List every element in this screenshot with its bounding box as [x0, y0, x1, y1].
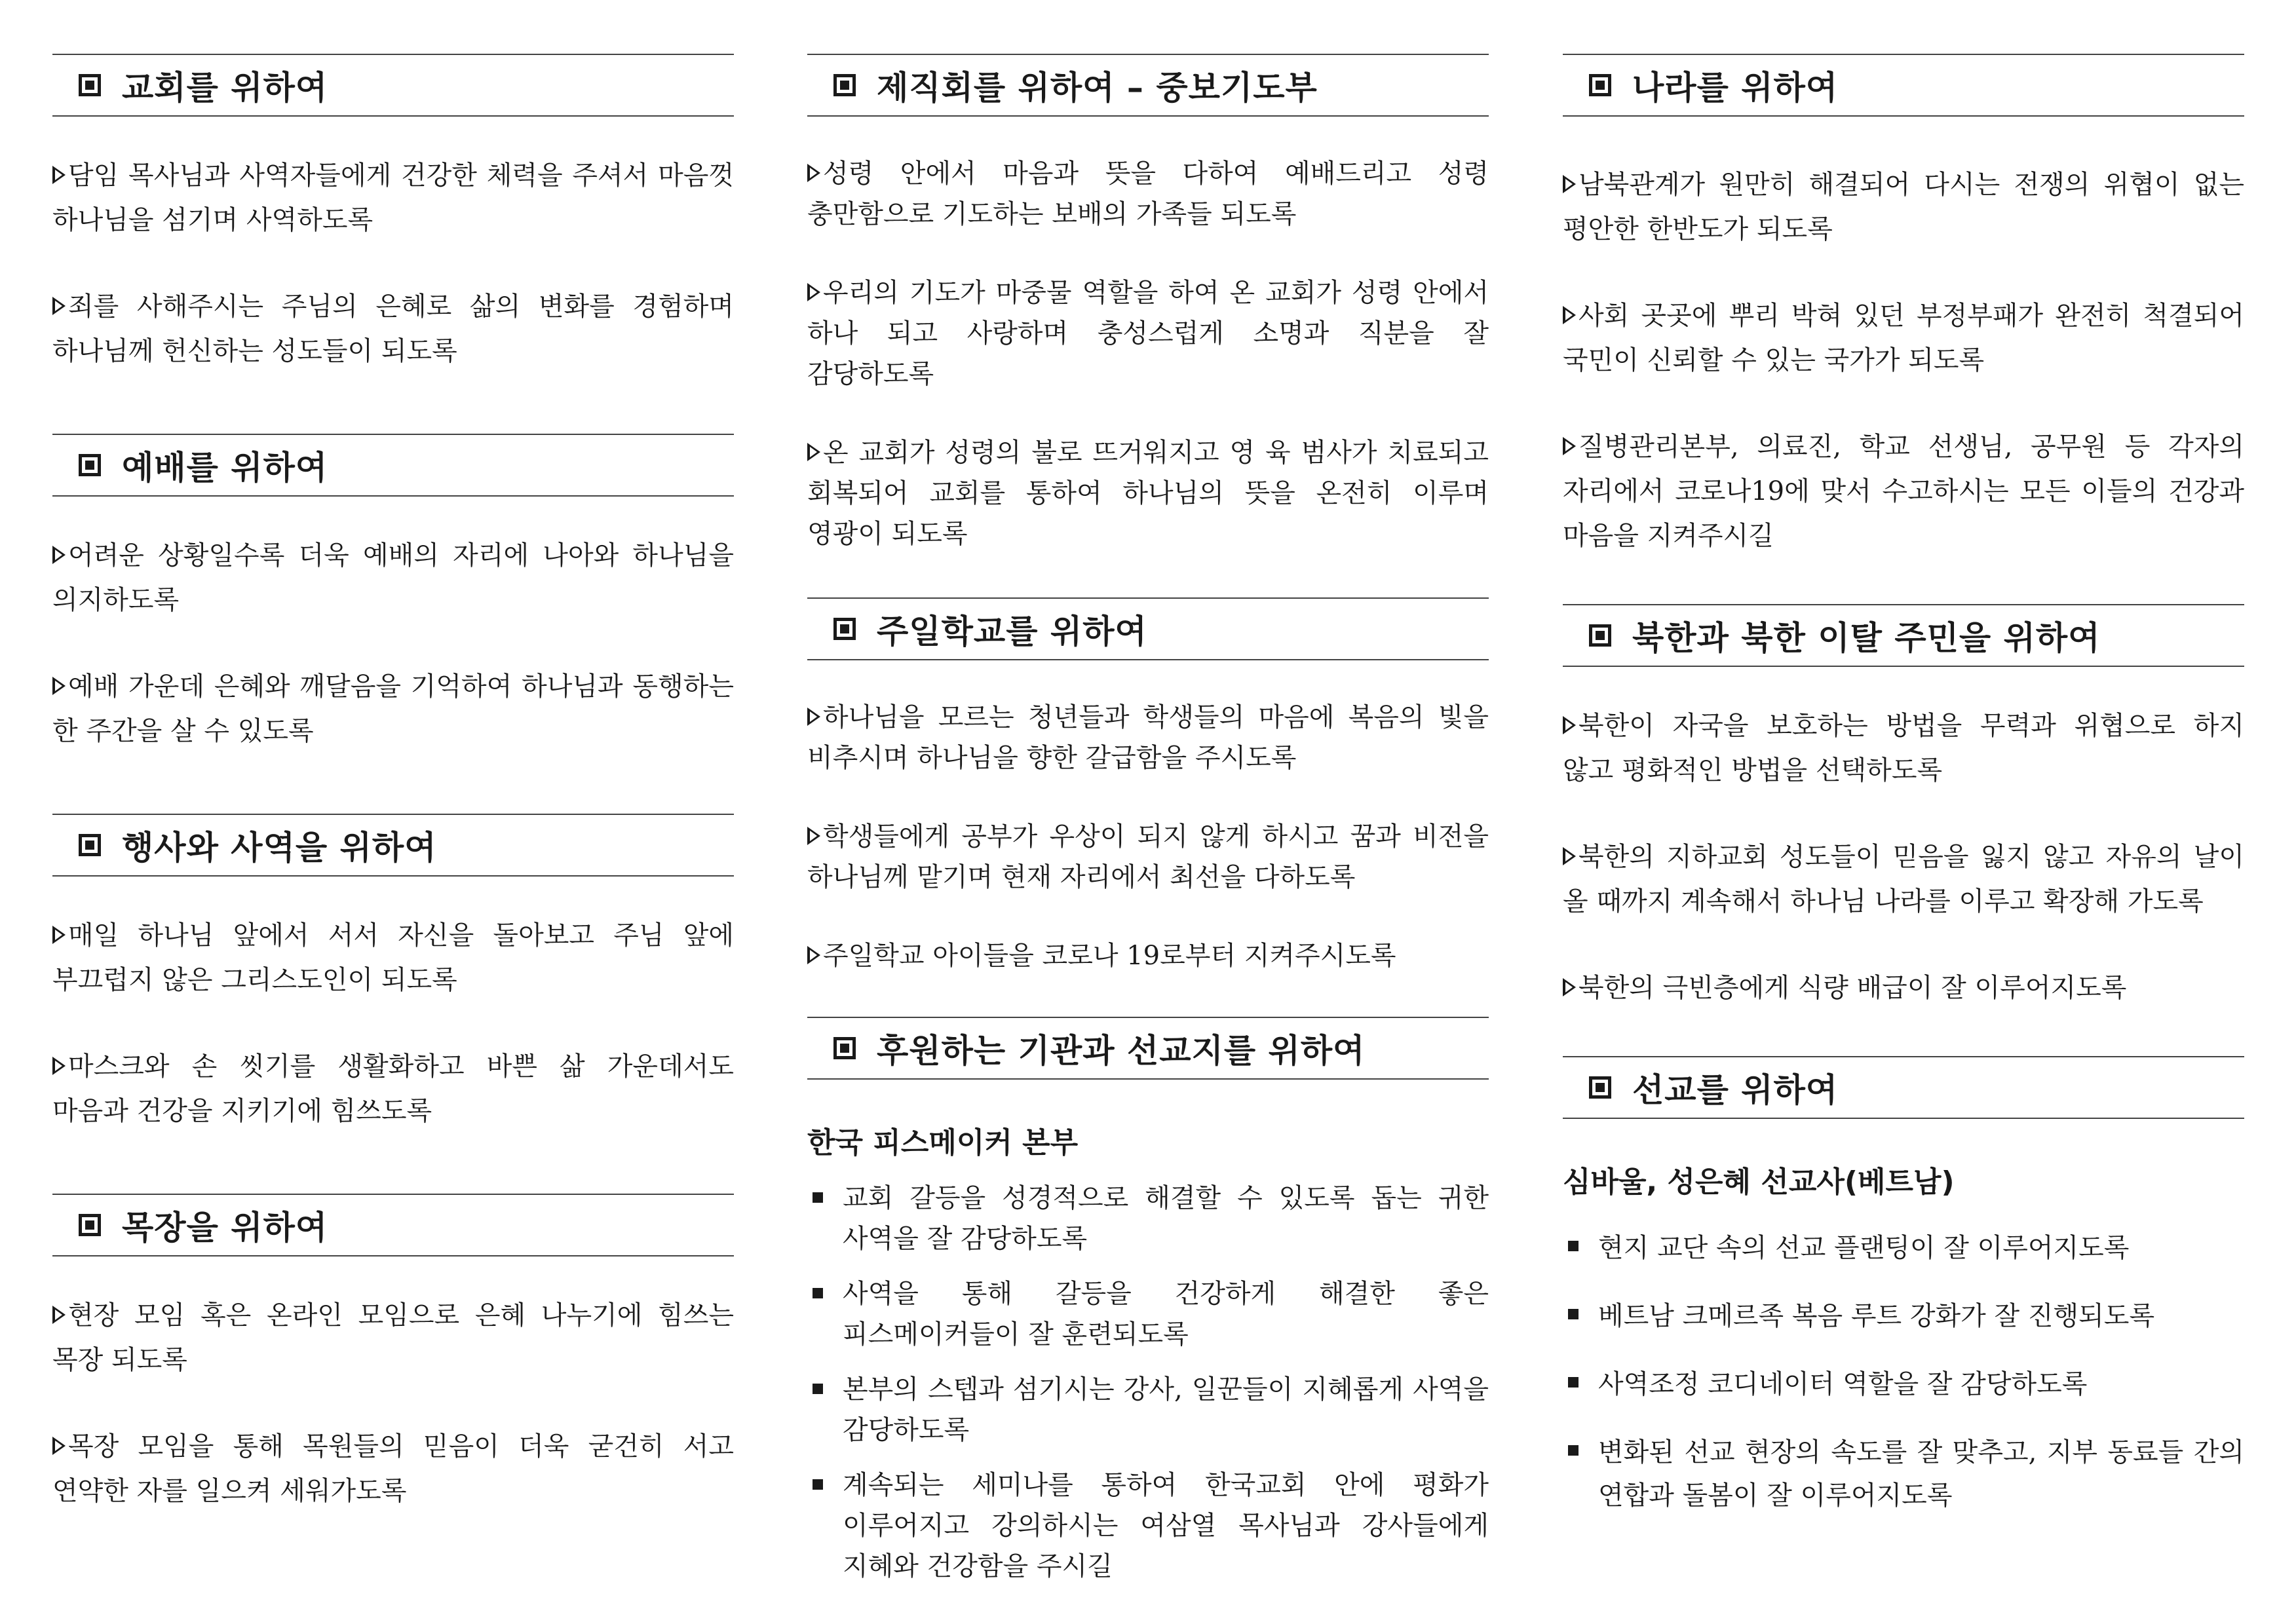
triangle-bullet-icon [52, 297, 66, 315]
triangle-bullet-icon [52, 1437, 66, 1455]
square-bullet-icon [813, 1288, 823, 1298]
section-heading [807, 54, 1489, 117]
triangle-bullet-icon [52, 166, 66, 184]
square-bullet-icon [1589, 1076, 1611, 1099]
triangle-bullet-icon [52, 926, 66, 944]
section-title: 나라를 위하여 [1632, 69, 1839, 107]
triangle-bullet-icon [807, 164, 820, 182]
prayer-bullet: 현지 교단 속의 선교 플랜팅이 잘 이루어지도록 [1563, 1226, 2244, 1270]
prayer-item: 현장 모임 혹은 온라인 모임으로 은혜 나누기에 힘쓰는 목장 되도록 [52, 1300, 734, 1375]
prayer-bullet: 사역조정 코디네이터 역할을 잘 감당하도록 [1563, 1363, 2244, 1406]
prayer-bullet-list [1563, 1226, 2244, 1517]
prayer-item: 하나님을 모르는 청년들과 학생들의 마음에 복음의 빛을 비추시며 하나님을 향한 갈급함을 주시도록 [807, 702, 1489, 773]
prayer-item: 성령 안에서 마음과 뜻을 다하여 예배드리고 성령 충만함으로 기도하는 보배의 가족들 되도록 [807, 159, 1489, 229]
square-bullet-icon [1568, 1377, 1578, 1388]
missionary-names: 심바울, 성은혜 선교사(베트남) [1563, 1165, 1955, 1199]
square-bullet-icon [833, 618, 856, 640]
prayer-bullet: 교회 갈등을 성경적으로 해결할 수 있도록 돕는 귀한 사역을 잘 감당하도록 [807, 1178, 1489, 1259]
prayer-item: 온 교회가 성령의 불로 뜨거워지고 영 육 범사가 치료되고 회복되어 교회를 통하여 하나님의 뜻을 온전히 이루며 영광이 되도록 [807, 438, 1489, 549]
triangle-bullet-icon [52, 546, 66, 564]
triangle-bullet-icon [807, 827, 820, 845]
square-bullet-icon [1589, 624, 1611, 647]
prayer-bullet: 사역을 통해 갈등을 건강하게 해결한 좋은 피스메이커들이 잘 훈련되도록 [807, 1274, 1489, 1355]
triangle-bullet-icon [1563, 306, 1576, 324]
column-2 [807, 39, 1489, 1601]
square-bullet-icon [1568, 1445, 1578, 1456]
section-title: 선교를 위하여 [1632, 1071, 1839, 1109]
column-3 [1563, 39, 2244, 1542]
organization-name: 한국 피스메이커 본부 [807, 1126, 1079, 1160]
prayer-item: 질병관리본부, 의료진, 학교 선생님, 공무원 등 각자의 자리에서 코로나19에 맞서 수고하시는 모든 이들의 건강과 마음을 지켜주시길 [1563, 432, 2244, 551]
section-title: 행사와 사역을 위하여 [122, 829, 437, 867]
prayer-item: 사회 곳곳에 뿌리 박혀 있던 부정부패가 완전히 척결되어 국민이 신뢰할 수 있는 국가가 되도록 [1563, 301, 2244, 375]
section-title: 목장을 위하여 [122, 1209, 328, 1247]
square-bullet-icon [79, 1214, 101, 1236]
section-heading [52, 434, 734, 497]
section-heading [807, 1017, 1489, 1080]
square-bullet-icon [813, 1479, 823, 1490]
section-heading [52, 54, 734, 117]
section-title: 제직회를 위하여 – 중보기도부 [877, 69, 1318, 107]
prayer-item: 예배 가운데 은혜와 깨달음을 기억하여 하나님과 동행하는 한 주간을 살 수 있도록 [52, 671, 734, 746]
section-title: 후원하는 기관과 선교지를 위하여 [877, 1032, 1366, 1070]
prayer-item: 담임 목사님과 사역자들에게 건강한 체력을 주셔서 마음껏 하나님을 섬기며 사역하도록 [52, 161, 734, 235]
prayer-bullet-list [807, 1178, 1489, 1587]
prayer-item: 북한의 극빈층에게 식량 배급이 잘 이루어지도록 [1563, 966, 2244, 1010]
triangle-bullet-icon [1563, 978, 1576, 996]
square-bullet-icon [79, 454, 101, 476]
column-1 [52, 39, 734, 1513]
triangle-bullet-icon [52, 1306, 66, 1324]
triangle-bullet-icon [52, 1057, 66, 1075]
square-bullet-icon [833, 1037, 856, 1059]
section-heading [807, 597, 1489, 660]
prayer-item: 북한이 자국을 보호하는 방법을 무력과 위협으로 하지 않고 평화적인 방법을 선택하도록 [1563, 711, 2244, 785]
prayer-item: 죄를 사해주시는 주님의 은혜로 삶의 변화를 경험하며 하나님께 헌신하는 성도들이 되도록 [52, 292, 734, 366]
section-heading [52, 1194, 734, 1256]
triangle-bullet-icon [807, 946, 820, 964]
square-bullet-icon [79, 834, 101, 856]
prayer-item: 주일학교 아이들을 코로나 19로부터 지켜주시도록 [807, 935, 1489, 976]
triangle-bullet-icon [52, 677, 66, 695]
triangle-bullet-icon [1563, 847, 1576, 865]
triangle-bullet-icon [1563, 437, 1576, 455]
triangle-bullet-icon [1563, 716, 1576, 734]
triangle-bullet-icon [807, 443, 820, 461]
prayer-list [1563, 704, 2244, 1010]
prayer-bullet: 본부의 스텝과 섬기시는 강사, 일꾼들이 지혜롭게 사역을 감당하도록 [807, 1369, 1489, 1450]
square-bullet-icon [833, 74, 856, 96]
prayer-list [1563, 162, 2244, 558]
square-bullet-icon [813, 1384, 823, 1394]
section-heading [1563, 1056, 2244, 1119]
prayer-item: 마스크와 손 씻기를 생활화하고 바쁜 삶 가운데서도 마음과 건강을 지키기에 힘쓰도록 [52, 1051, 734, 1126]
triangle-bullet-icon [807, 708, 820, 726]
square-bullet-icon [1568, 1309, 1578, 1319]
prayer-list [52, 533, 734, 753]
prayer-list [52, 913, 734, 1133]
section-title: 북한과 북한 이탈 주민을 위하여 [1632, 619, 2101, 657]
prayer-list [807, 697, 1489, 976]
prayer-list [807, 153, 1489, 554]
section-heading [1563, 54, 2244, 117]
section-heading [1563, 604, 2244, 667]
section-title: 주일학교를 위하여 [877, 613, 1147, 651]
section-title: 예배를 위하여 [122, 449, 328, 487]
prayer-item: 매일 하나님 앞에서 서서 자신을 돌아보고 주님 앞에 부끄럽지 않은 그리스도인이 되도록 [52, 920, 734, 995]
prayer-item: 북한의 지하교회 성도들이 믿음을 잃지 않고 자유의 날이 올 때까지 계속해서 하나님 나라를 이루고 확장해 가도록 [1563, 842, 2244, 916]
prayer-item: 어려운 상황일수록 더욱 예배의 자리에 나아와 하나님을 의지하도록 [52, 540, 734, 615]
section-title: 교회를 위하여 [122, 69, 328, 107]
prayer-item: 학생들에게 공부가 우상이 되지 않게 하시고 꿈과 비전을 하나님께 맡기며 현재 자리에서 최선을 다하도록 [807, 821, 1489, 892]
prayer-list [52, 1293, 734, 1513]
prayer-bullet: 베트남 크메르족 복음 루트 강화가 잘 진행되도록 [1563, 1294, 2244, 1338]
square-bullet-icon [1568, 1241, 1578, 1251]
section-heading [52, 814, 734, 877]
square-bullet-icon [79, 74, 101, 96]
square-bullet-icon [813, 1192, 823, 1203]
prayer-item: 목장 모임을 통해 목원들의 믿음이 더욱 굳건히 서고 연약한 자를 일으켜 세워가도록 [52, 1431, 734, 1506]
prayer-item: 우리의 기도가 마중물 역할을 하여 온 교회가 성령 안에서 하나 되고 사랑하며 충성스럽게 소명과 직분을 잘 감당하도록 [807, 278, 1489, 389]
prayer-bullet: 계속되는 세미나를 통하여 한국교회 안에 평화가 이루어지고 강의하시는 여삼열 목사님과 강사들에게 지혜와 건강함을 주시길 [807, 1465, 1489, 1587]
triangle-bullet-icon [807, 283, 820, 301]
square-bullet-icon [1589, 74, 1611, 96]
prayer-list [52, 153, 734, 373]
prayer-item: 남북관계가 원만히 해결되어 다시는 전쟁의 위협이 없는 평안한 한반도가 되도록 [1563, 170, 2244, 244]
triangle-bullet-icon [1563, 175, 1576, 193]
prayer-bullet: 변화된 선교 현장의 속도를 잘 맞추고, 지부 동료들 간의 연합과 돌봄이 잘 이루어지도록 [1563, 1431, 2244, 1517]
